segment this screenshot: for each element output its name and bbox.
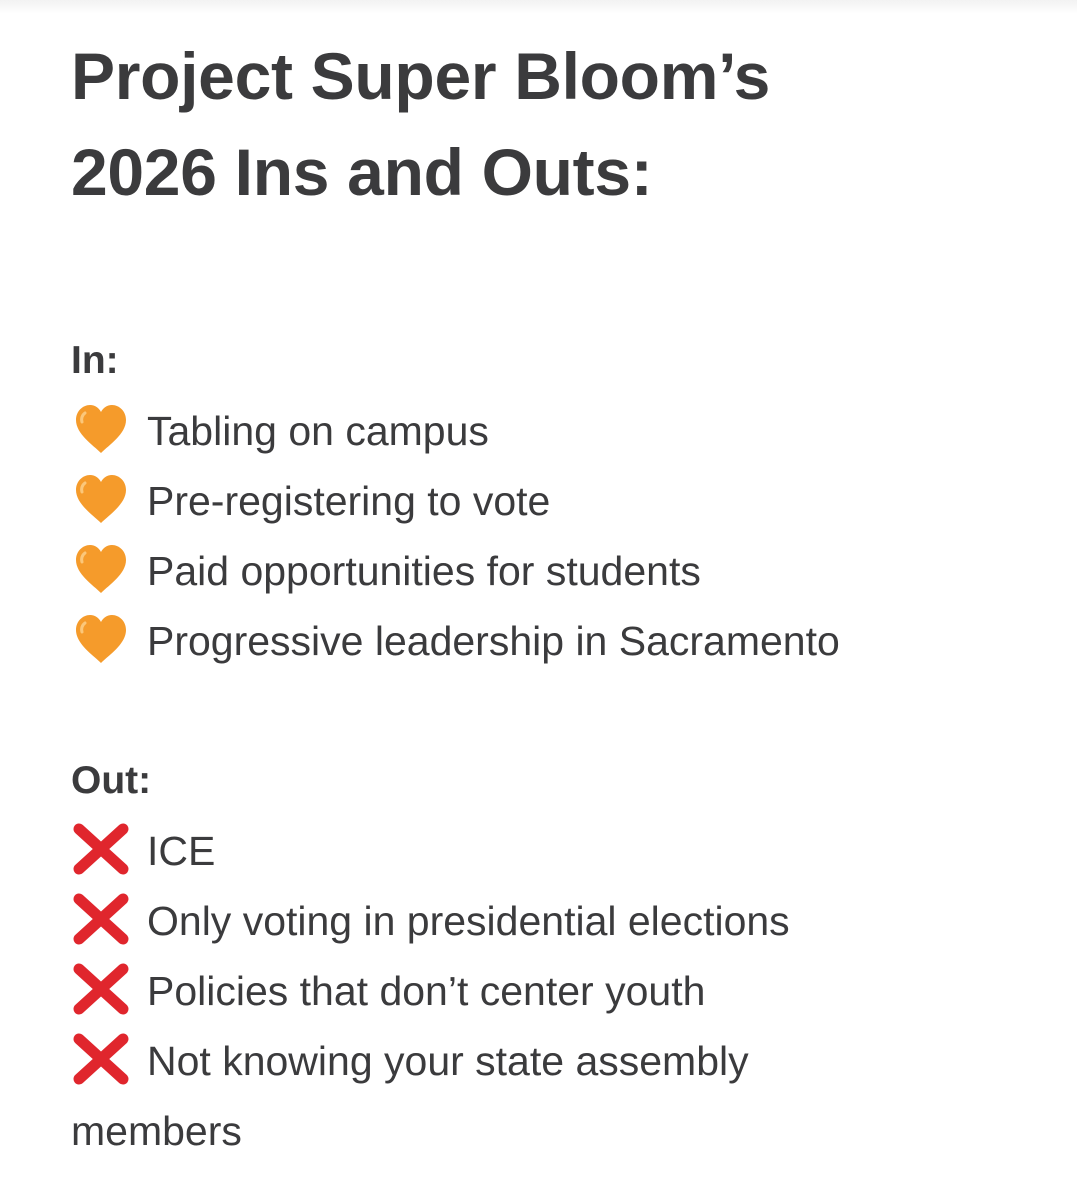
orange-heart-icon [73,473,131,525]
out-item-text: ICE [147,828,216,874]
in-item [71,606,1051,676]
red-x-icon [73,893,131,945]
out-item [71,816,1051,886]
out-item [71,956,1051,1026]
top-edge-shadow [0,0,1077,14]
out-item-text: Policies that don’t center youth [147,968,706,1014]
blank-line [71,220,1051,326]
in-item-text: Tabling on campus [147,408,489,454]
in-item [71,536,1051,606]
in-heading: In: [71,339,119,382]
orange-heart-icon [73,543,131,595]
note-title [71,28,1051,220]
in-item [71,466,1051,536]
in-item-text: Pre-registering to vote [147,478,551,524]
out-section [71,746,1051,1166]
in-item-text: Paid opportunities for students [147,548,701,594]
red-x-icon [73,823,131,875]
in-section [71,326,1051,676]
red-x-icon [73,1033,131,1085]
orange-heart-icon [73,613,131,665]
out-item-text: Not knowing your state assembly members [71,1038,749,1154]
in-item-text: Progressive leadership in Sacramento [147,618,840,664]
out-item-text: Only voting in presidential elections [147,898,790,944]
in-item [71,396,1051,466]
blank-line [71,676,1051,746]
orange-heart-icon [73,403,131,455]
title-line-2: 2026 Ins and Outs: [71,135,653,209]
out-heading: Out: [71,759,152,802]
out-item [71,1026,871,1166]
title-line-1: Project Super Bloom’s [71,39,771,113]
note-content [71,28,1051,1166]
red-x-icon [73,963,131,1015]
out-item [71,886,1051,956]
